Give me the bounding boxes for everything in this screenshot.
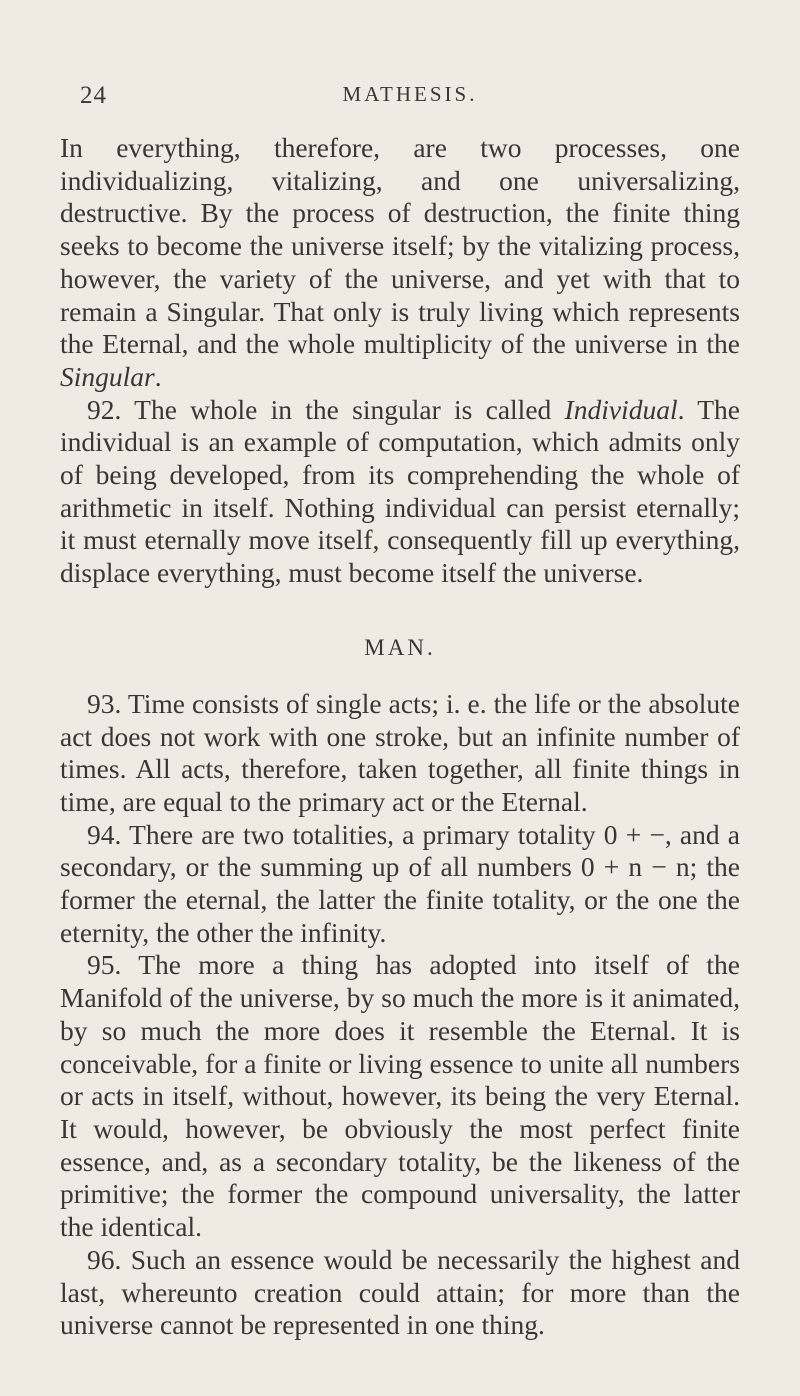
page-number: 24 [80,82,107,109]
paragraph-text: In everything, therefore, are two processes, one individualizing, vitalizing, and one universalizing, destructive. By the process of destruction, the finite thing seeks to become the universe itself; by the vitalizing process, however, the variety of the universe, and yet with that to remain a Singular. That only is truly living which represents the Eternal, and the whole multiplicity of the universe in the [60,132,740,360]
running-title: MATHESIS. [342,82,478,106]
italic-term: Singular [60,360,155,392]
paragraph-text-end: . [154,360,162,392]
paragraph-93: 93. Time consists of single acts; i. e. the life or the absolute act does not work with one stroke, but an infinite number of times. All acts, therefore, taken together, all finite things in time, are equal to the primary act or the Eternal. [60,687,740,817]
paragraph-92 [60,394,740,590]
paragraph-95: 95. The more a thing has adopted into itself of the Manifold of the universe, by so much the more is it animated, by so much the more does it resemble the Eternal. It is conceivable, for a finite or living essence to unite all numbers or acts in itself, without, however, its being the very Eternal. It would, however, be obviously the most perfect finite essence, and, as a secondary totality, be the likeness of the primitive; the former the compound universality, the latter the identical. [60,949,740,1243]
paragraph-94: 94. There are two totalities, a primary totality 0 + −, and a secondary, or the summing up of all numbers 0 + n − n; the former the eternal, the latter the finite totality, or the one the eternity, the other the infinity. [60,818,740,948]
section-heading: MAN. [364,634,436,660]
paragraph-text-end: . The individual is an example of computation, which admits only of being developed, from its comprehending the whole of arithmetic in itself. Nothing individual can persist eternally; it must eternally move itself, consequently fill up everything, displace everything, must become itself the universe. [60,393,740,589]
italic-term: Individual [564,393,678,425]
paragraph-continuation [60,132,740,394]
running-head [80,82,740,118]
body-text [60,132,740,1342]
paragraph-96: 96. Such an essence would be necessarily the highest and last, whereunto creation could attain; for more than the universe cannot be represented in one thing. [60,1243,740,1341]
paragraph-text: 92. The whole in the singular is called [87,393,565,425]
